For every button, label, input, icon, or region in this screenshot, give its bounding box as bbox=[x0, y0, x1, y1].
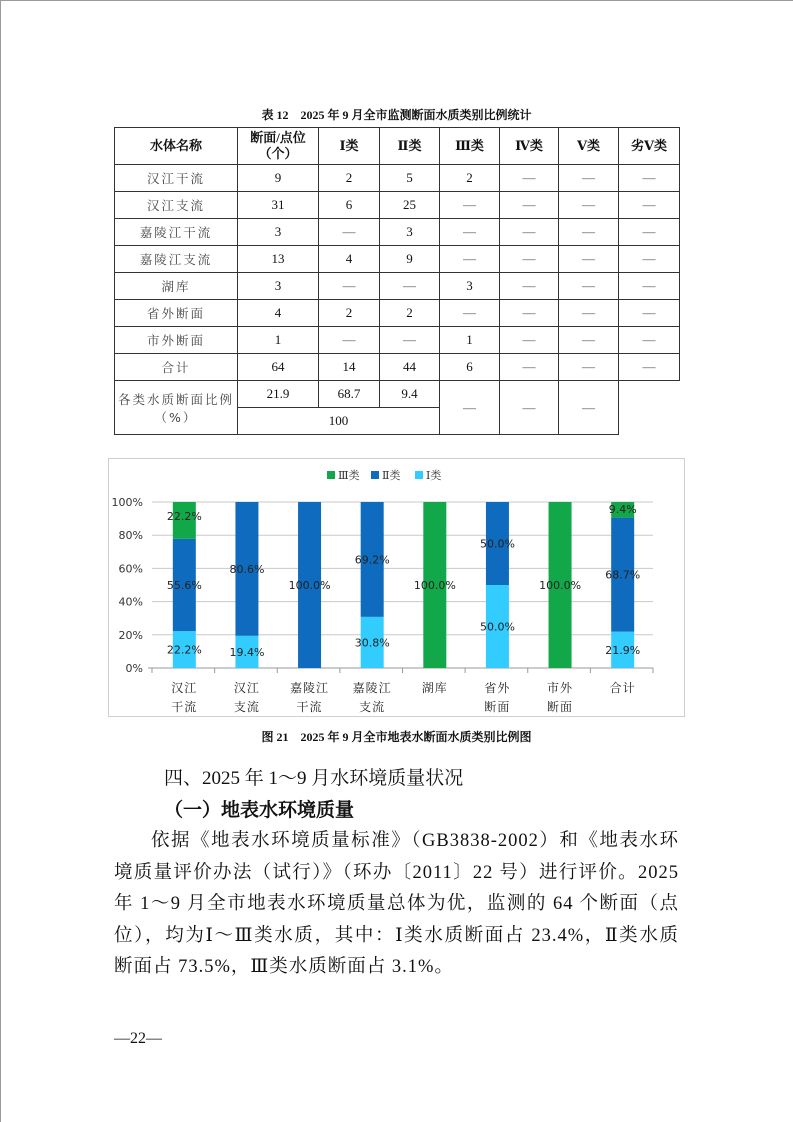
body-paragraph: 依据《地表水环境质量标准》（GB3838-2002）和《地表水环境质量评价办法（试行）》（环办〔2011〕22 号）进行评价。2025 年 1～9 月全市地表水环境质量总体为优，监测的 64 个断面（点位），均为Ⅰ～Ⅲ类水质，其中：Ⅰ类水质断面占 23.4%，Ⅱ类水质断面占 73.5%，Ⅲ类水质断面占 3.1%。 bbox=[114, 831, 679, 977]
x-tick-label: 汉江 bbox=[171, 681, 198, 695]
x-tick-label: 干流 bbox=[171, 700, 198, 714]
table-cell: 4 bbox=[319, 246, 380, 273]
water-body-name: 嘉陵江支流 bbox=[115, 246, 238, 273]
x-tick-label: 湖库 bbox=[421, 681, 448, 695]
table-row bbox=[115, 219, 680, 246]
water-body-name: 省外断面 bbox=[115, 300, 238, 327]
y-tick-label: 100% bbox=[111, 496, 143, 509]
table-row bbox=[115, 192, 680, 219]
table-cell: 1 bbox=[238, 327, 319, 354]
table-cell: 9 bbox=[380, 246, 440, 273]
table-cell: — bbox=[500, 192, 559, 219]
table-cell: — bbox=[619, 354, 680, 381]
table-cell: — bbox=[500, 300, 559, 327]
table-cell: — bbox=[619, 219, 680, 246]
table-cell: — bbox=[619, 327, 680, 354]
legend-label: Ⅰ类 bbox=[426, 469, 442, 482]
header-cell: Ⅴ类 bbox=[559, 128, 619, 165]
table-cell: 44 bbox=[380, 354, 440, 381]
data-label: 22.2% bbox=[166, 643, 202, 657]
ratio-label: 各类水质断面比例（%） bbox=[115, 381, 238, 435]
table-cell: 2 bbox=[440, 165, 500, 192]
stacked-bar-chart bbox=[108, 458, 685, 717]
page-border bbox=[0, 0, 793, 1]
table-cell: 14 bbox=[319, 354, 380, 381]
table-header-row bbox=[115, 128, 680, 165]
table-row bbox=[115, 165, 680, 192]
data-label: 100.0% bbox=[288, 579, 331, 592]
section-heading: 四、2025 年 1～9 月水环境质量状况 bbox=[164, 768, 464, 789]
x-tick-label: 汉江 bbox=[233, 681, 260, 695]
header-cell: Ⅰ类 bbox=[319, 128, 380, 165]
data-label: 19.4% bbox=[229, 645, 265, 659]
x-tick-label: 干流 bbox=[296, 700, 323, 714]
data-label: 50.0% bbox=[479, 537, 515, 551]
table-cell: — bbox=[619, 165, 680, 192]
table-cell: 3 bbox=[440, 273, 500, 300]
table-cell: — bbox=[380, 327, 440, 354]
table-cell: 4 bbox=[238, 300, 319, 327]
section-subheading: （一）地表水环境质量 bbox=[164, 800, 355, 821]
table-caption: 表 12 2025 年 9 月全市监测断面水质类别比例统计 bbox=[261, 108, 532, 122]
data-label: 30.8% bbox=[354, 636, 390, 650]
y-tick-label: 0% bbox=[125, 662, 143, 675]
chart-canvas bbox=[109, 459, 684, 716]
header-cell: 断面/点位 （个） bbox=[238, 128, 319, 165]
table-cell: 1 bbox=[440, 327, 500, 354]
header-cell: 劣Ⅴ类 bbox=[619, 128, 680, 165]
legend-label: Ⅲ类 bbox=[338, 469, 360, 482]
table-row bbox=[115, 354, 680, 381]
table-cell: — bbox=[619, 273, 680, 300]
x-tick-label: 省外 bbox=[484, 681, 511, 695]
table-cell: — bbox=[500, 165, 559, 192]
water-body-name: 市外断面 bbox=[115, 327, 238, 354]
table-cell: — bbox=[319, 219, 380, 246]
y-tick-label: 80% bbox=[118, 529, 143, 543]
header-cell: Ⅲ类 bbox=[440, 128, 500, 165]
table-cell: — bbox=[559, 246, 619, 273]
table-row bbox=[115, 246, 680, 273]
header-cell: 水体名称 bbox=[115, 128, 238, 165]
table-cell: — bbox=[440, 219, 500, 246]
table-cell: 2 bbox=[380, 300, 440, 327]
table-cell: — bbox=[440, 192, 500, 219]
ratio-worse5: — bbox=[559, 381, 619, 435]
y-tick-label: 60% bbox=[118, 562, 143, 576]
ratio-row bbox=[115, 381, 680, 408]
x-tick-label: 断面 bbox=[484, 700, 511, 714]
ratio-class1: 21.9 bbox=[238, 381, 319, 408]
water-body-name: 湖库 bbox=[115, 273, 238, 300]
table-cell: — bbox=[559, 192, 619, 219]
table-cell: 31 bbox=[238, 192, 319, 219]
ratio-class2: 68.7 bbox=[319, 381, 380, 408]
water-quality-table bbox=[114, 127, 680, 435]
table-cell: 6 bbox=[440, 354, 500, 381]
table-cell: — bbox=[319, 273, 380, 300]
table-cell: 13 bbox=[238, 246, 319, 273]
table-cell: — bbox=[380, 273, 440, 300]
table-cell: — bbox=[440, 246, 500, 273]
table-cell: 6 bbox=[319, 192, 380, 219]
data-label: 100.0% bbox=[413, 579, 456, 592]
table-cell: — bbox=[500, 354, 559, 381]
table-row bbox=[115, 327, 680, 354]
table-cell: — bbox=[559, 273, 619, 300]
table-cell: — bbox=[319, 327, 380, 354]
x-tick-label: 市外 bbox=[547, 681, 574, 695]
table-cell: 25 bbox=[380, 192, 440, 219]
ratio-sum: 100 bbox=[238, 408, 440, 435]
water-body-name: 汉江支流 bbox=[115, 192, 238, 219]
water-body-name: 嘉陵江干流 bbox=[115, 219, 238, 246]
table-cell: 3 bbox=[238, 219, 319, 246]
x-tick-label: 支流 bbox=[359, 700, 386, 714]
table-cell: — bbox=[619, 192, 680, 219]
legend-swatch bbox=[415, 471, 423, 479]
table-cell: 2 bbox=[319, 300, 380, 327]
table-cell: 64 bbox=[238, 354, 319, 381]
x-tick-label: 嘉陵江 bbox=[290, 681, 330, 695]
table-cell: 5 bbox=[380, 165, 440, 192]
table-cell: — bbox=[440, 300, 500, 327]
table-cell: — bbox=[500, 246, 559, 273]
table-cell: — bbox=[559, 219, 619, 246]
table-cell: — bbox=[500, 327, 559, 354]
y-tick-label: 40% bbox=[118, 595, 143, 609]
x-tick-label: 嘉陵江 bbox=[352, 681, 392, 695]
data-label: 68.7% bbox=[605, 568, 641, 582]
data-label: 50.0% bbox=[479, 620, 515, 634]
data-label: 55.6% bbox=[166, 579, 202, 592]
legend-swatch bbox=[371, 471, 379, 479]
table-cell: — bbox=[559, 165, 619, 192]
data-label: 80.6% bbox=[229, 562, 265, 576]
header-cell: Ⅱ类 bbox=[380, 128, 440, 165]
table-cell: — bbox=[500, 273, 559, 300]
data-label: 69.2% bbox=[354, 553, 390, 567]
water-body-name: 合计 bbox=[115, 354, 238, 381]
table-cell: — bbox=[500, 219, 559, 246]
water-body-name: 汉江干流 bbox=[115, 165, 238, 192]
table-cell: 3 bbox=[238, 273, 319, 300]
table-cell: — bbox=[559, 354, 619, 381]
header-cell: Ⅳ类 bbox=[500, 128, 559, 165]
page-border bbox=[0, 0, 1, 1122]
table-row bbox=[115, 300, 680, 327]
y-tick-label: 20% bbox=[118, 628, 143, 642]
x-tick-label: 断面 bbox=[547, 700, 574, 714]
ratio-class5: — bbox=[500, 381, 559, 435]
table-row bbox=[115, 273, 680, 300]
table-cell: — bbox=[619, 300, 680, 327]
data-label: 9.4% bbox=[608, 503, 637, 516]
x-tick-label: 支流 bbox=[233, 700, 260, 714]
ratio-class3: 9.4 bbox=[380, 381, 440, 408]
ratio-class4: — bbox=[440, 381, 500, 435]
table-cell: 9 bbox=[238, 165, 319, 192]
table-cell: — bbox=[559, 300, 619, 327]
table-cell: 2 bbox=[319, 165, 380, 192]
data-label: 22.2% bbox=[166, 510, 202, 523]
legend-swatch bbox=[327, 471, 335, 479]
data-label: 100.0% bbox=[539, 579, 582, 592]
legend-label: Ⅱ类 bbox=[382, 469, 401, 482]
table-cell: 3 bbox=[380, 219, 440, 246]
figure-caption: 图 21 2025 年 9 月全市地表水断面水质类别比例图 bbox=[261, 730, 532, 744]
data-label: 21.9% bbox=[605, 643, 641, 657]
table-cell: — bbox=[559, 327, 619, 354]
table-cell: — bbox=[619, 246, 680, 273]
page-number: —22— bbox=[114, 1030, 162, 1047]
x-tick-label: 合计 bbox=[609, 681, 636, 695]
